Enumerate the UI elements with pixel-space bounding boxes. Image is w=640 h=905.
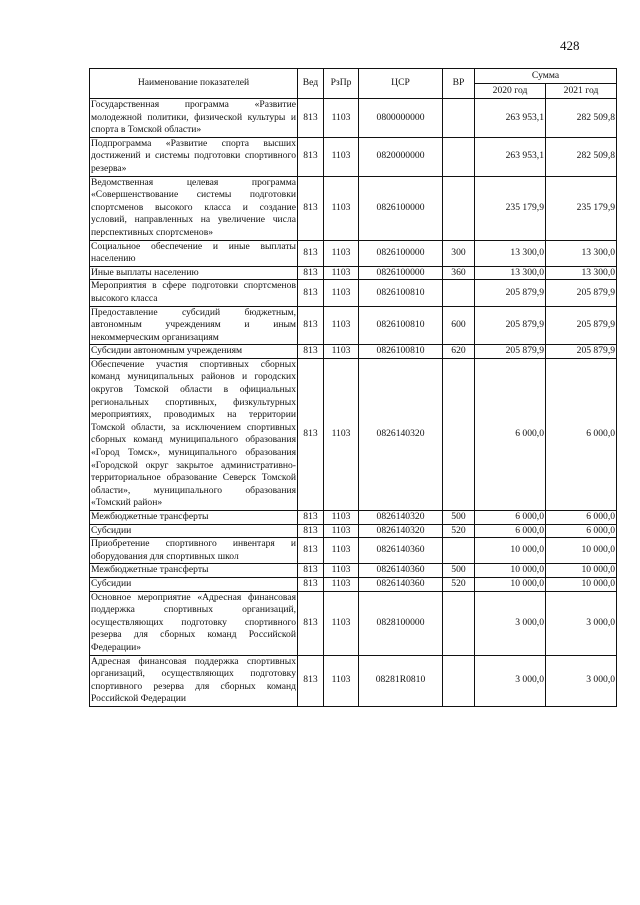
cell-name: Субсидии автономным учреждениям: [90, 345, 298, 359]
table-row: [90, 564, 617, 578]
cell-csr: 0820000000: [359, 137, 443, 176]
header-sum: Сумма: [475, 69, 617, 84]
cell-2021: 6 000,0: [546, 511, 617, 525]
cell-csr: 0826100810: [359, 280, 443, 306]
cell-2021: 235 179,9: [546, 176, 617, 240]
cell-vr: 620: [443, 345, 475, 359]
cell-vr: [443, 358, 475, 510]
cell-name: Межбюджетные трансферты: [90, 564, 298, 578]
table-row: [90, 577, 617, 591]
cell-csr: 0826140320: [359, 524, 443, 538]
cell-rzpr: 1103: [324, 240, 359, 266]
cell-csr: 0826100000: [359, 266, 443, 280]
cell-name: Адресная финансовая поддержка спортивных организаций, осуществляющих подготовку спортивного резерва для сборных команд Российской Федерации: [90, 655, 298, 706]
table-row: [90, 511, 617, 525]
cell-2020: 6 000,0: [475, 524, 546, 538]
header-year-2020: 2020 год: [475, 84, 546, 99]
table-row: [90, 655, 617, 706]
cell-2020: 205 879,9: [475, 280, 546, 306]
cell-2020: 263 953,1: [475, 99, 546, 138]
cell-csr: 0826140360: [359, 577, 443, 591]
cell-2020: 13 300,0: [475, 266, 546, 280]
cell-rzpr: 1103: [324, 176, 359, 240]
cell-name: Обеспечение участия спортивных сборных команд муниципальных районов и городских округов Томской области в официальных региональных спортивных, физкультурных мероприятиях, проводимых на территории Томской области, за исключением спортивных сборных команд муниципального образования «Город Томск», муниципального образования «Городской округ закрытое административно-территориальное образование Северск Томской области», муниципального образования «Томский район»: [90, 358, 298, 510]
cell-2021: 205 879,9: [546, 306, 617, 345]
table-row: [90, 176, 617, 240]
cell-2020: 6 000,0: [475, 358, 546, 510]
table-row: [90, 137, 617, 176]
cell-2021: 205 879,9: [546, 280, 617, 306]
header-rzpr: РзПр: [324, 69, 359, 99]
header-year-2021: 2021 год: [546, 84, 617, 99]
cell-csr: 0826100000: [359, 240, 443, 266]
cell-rzpr: 1103: [324, 577, 359, 591]
cell-rzpr: 1103: [324, 99, 359, 138]
cell-ved: 813: [298, 591, 324, 655]
cell-ved: 813: [298, 524, 324, 538]
cell-rzpr: 1103: [324, 655, 359, 706]
cell-ved: 813: [298, 577, 324, 591]
cell-name: Подпрограмма «Развитие спорта высших достижений и системы подготовки спортивного резерва»: [90, 137, 298, 176]
cell-name: Субсидии: [90, 524, 298, 538]
cell-ved: 813: [298, 345, 324, 359]
cell-2020: 3 000,0: [475, 655, 546, 706]
cell-csr: 08281R0810: [359, 655, 443, 706]
cell-2021: 6 000,0: [546, 524, 617, 538]
header-name: Наименование показателей: [90, 69, 298, 99]
cell-ved: 813: [298, 511, 324, 525]
cell-name: Мероприятия в сфере подготовки спортсменов высокого класса: [90, 280, 298, 306]
cell-rzpr: 1103: [324, 137, 359, 176]
cell-2021: 205 879,9: [546, 345, 617, 359]
cell-2021: 3 000,0: [546, 591, 617, 655]
cell-2020: 205 879,9: [475, 345, 546, 359]
cell-vr: [443, 591, 475, 655]
page-number: 428: [560, 38, 580, 53]
cell-csr: 0826100000: [359, 176, 443, 240]
cell-name: Иные выплаты населению: [90, 266, 298, 280]
cell-name: Государственная программа «Развитие молодежной политики, физической культуры и спорта в Томской области»: [90, 99, 298, 138]
table-row: [90, 99, 617, 138]
cell-vr: [443, 655, 475, 706]
cell-ved: 813: [298, 280, 324, 306]
cell-vr: 500: [443, 564, 475, 578]
table-row: [90, 240, 617, 266]
cell-2021: 13 300,0: [546, 240, 617, 266]
cell-2021: 13 300,0: [546, 266, 617, 280]
cell-ved: 813: [298, 99, 324, 138]
cell-ved: 813: [298, 176, 324, 240]
cell-ved: 813: [298, 137, 324, 176]
table-body: [90, 99, 617, 707]
table-row: [90, 524, 617, 538]
cell-vr: [443, 176, 475, 240]
cell-2020: 10 000,0: [475, 538, 546, 564]
cell-csr: 0828100000: [359, 591, 443, 655]
cell-2020: 3 000,0: [475, 591, 546, 655]
cell-2021: 10 000,0: [546, 538, 617, 564]
header-ved: Вед: [298, 69, 324, 99]
cell-2020: 263 953,1: [475, 137, 546, 176]
cell-vr: [443, 137, 475, 176]
cell-rzpr: 1103: [324, 564, 359, 578]
cell-vr: 520: [443, 577, 475, 591]
table-row: [90, 345, 617, 359]
cell-rzpr: 1103: [324, 511, 359, 525]
cell-2021: 10 000,0: [546, 577, 617, 591]
table-row: [90, 306, 617, 345]
cell-rzpr: 1103: [324, 345, 359, 359]
cell-ved: 813: [298, 306, 324, 345]
cell-rzpr: 1103: [324, 591, 359, 655]
header-vr: ВР: [443, 69, 475, 99]
cell-ved: 813: [298, 564, 324, 578]
table-row: [90, 358, 617, 510]
budget-table: [89, 68, 617, 707]
cell-name: Ведомственная целевая программа «Совершенствование системы подготовки спортсменов высокого класса и создание условий, направленных на увеличение числа перспективных спортсменов»: [90, 176, 298, 240]
cell-2020: 13 300,0: [475, 240, 546, 266]
cell-rzpr: 1103: [324, 524, 359, 538]
cell-2020: 235 179,9: [475, 176, 546, 240]
cell-ved: 813: [298, 358, 324, 510]
cell-vr: 600: [443, 306, 475, 345]
cell-rzpr: 1103: [324, 306, 359, 345]
cell-2020: 205 879,9: [475, 306, 546, 345]
cell-vr: [443, 538, 475, 564]
cell-2020: 6 000,0: [475, 511, 546, 525]
cell-ved: 813: [298, 266, 324, 280]
cell-csr: 0826140320: [359, 358, 443, 510]
cell-rzpr: 1103: [324, 358, 359, 510]
cell-2021: 282 509,8: [546, 99, 617, 138]
cell-rzpr: 1103: [324, 538, 359, 564]
cell-csr: 0826100810: [359, 345, 443, 359]
cell-2021: 3 000,0: [546, 655, 617, 706]
cell-ved: 813: [298, 655, 324, 706]
cell-name: Приобретение спортивного инвентаря и оборудования для спортивных школ: [90, 538, 298, 564]
cell-2020: 10 000,0: [475, 577, 546, 591]
table-row: [90, 266, 617, 280]
cell-2021: 10 000,0: [546, 564, 617, 578]
table-row: [90, 280, 617, 306]
cell-vr: 520: [443, 524, 475, 538]
cell-2021: 282 509,8: [546, 137, 617, 176]
cell-vr: 500: [443, 511, 475, 525]
cell-ved: 813: [298, 538, 324, 564]
cell-ved: 813: [298, 240, 324, 266]
cell-2020: 10 000,0: [475, 564, 546, 578]
cell-name: Межбюджетные трансферты: [90, 511, 298, 525]
cell-vr: [443, 280, 475, 306]
cell-vr: 300: [443, 240, 475, 266]
table-row: [90, 591, 617, 655]
cell-csr: 0826100810: [359, 306, 443, 345]
cell-name: Субсидии: [90, 577, 298, 591]
cell-name: Основное мероприятие «Адресная финансовая поддержка спортивных организаций, осуществляющих подготовку спортивного резерва для сборных команд Российской Федерации»: [90, 591, 298, 655]
cell-name: Предоставление субсидий бюджетным, автономным учреждениям и иным некоммерческим организациям: [90, 306, 298, 345]
table-header: [90, 69, 617, 99]
table-row: [90, 538, 617, 564]
cell-vr: [443, 99, 475, 138]
cell-rzpr: 1103: [324, 266, 359, 280]
cell-vr: 360: [443, 266, 475, 280]
cell-csr: 0826140360: [359, 538, 443, 564]
cell-csr: 0826140360: [359, 564, 443, 578]
header-csr: ЦСР: [359, 69, 443, 99]
cell-csr: 0826140320: [359, 511, 443, 525]
cell-name: Социальное обеспечение и иные выплаты населению: [90, 240, 298, 266]
cell-rzpr: 1103: [324, 280, 359, 306]
cell-csr: 0800000000: [359, 99, 443, 138]
cell-2021: 6 000,0: [546, 358, 617, 510]
